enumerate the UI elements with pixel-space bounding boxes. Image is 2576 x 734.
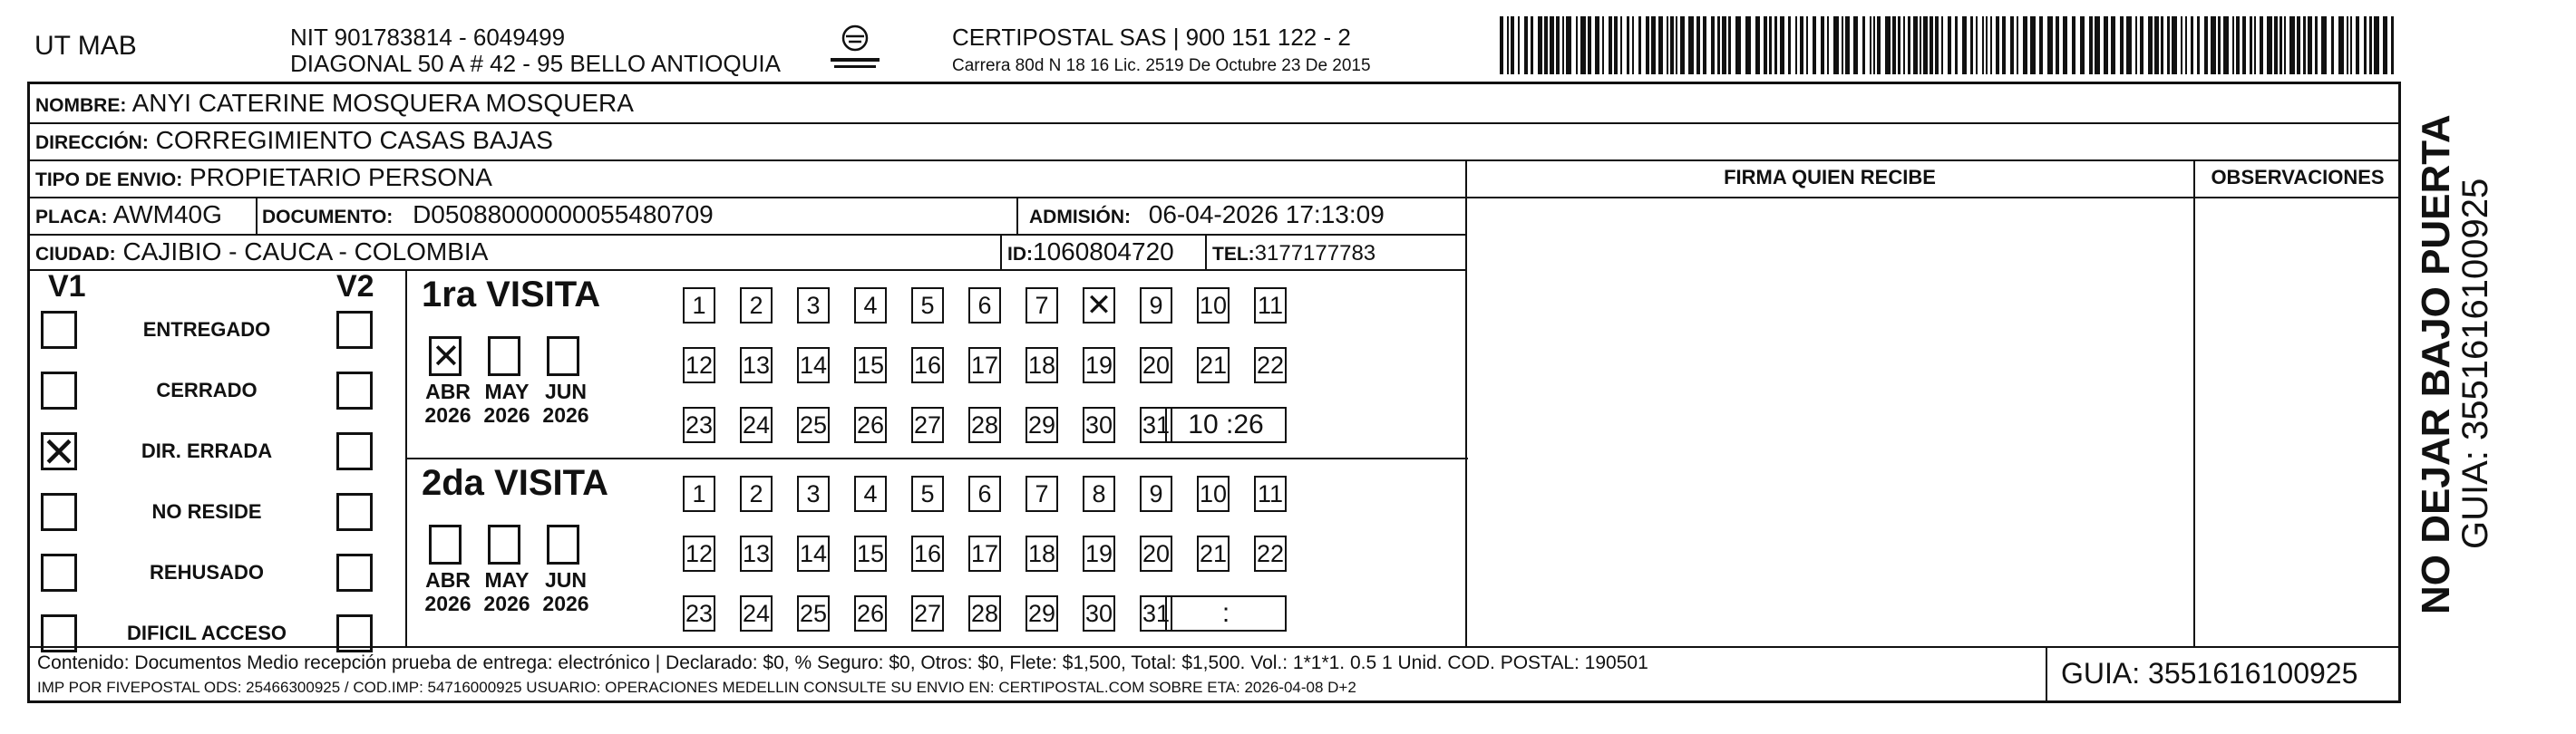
observaciones-header: OBSERVACIONES	[2211, 166, 2385, 188]
status-v1-checkbox[interactable]	[41, 493, 77, 531]
month-label	[479, 380, 535, 427]
admision-field	[1029, 199, 1385, 233]
day-cell[interactable]: 18	[1026, 536, 1058, 572]
day-cell[interactable]: 19	[1083, 347, 1115, 383]
day-cell[interactable]: 9	[1140, 287, 1172, 324]
day-cell[interactable]: 31	[1140, 595, 1172, 632]
day-cell[interactable]: 6	[968, 476, 1001, 512]
day-cell[interactable]: 9	[1140, 476, 1172, 512]
admision-value: 06-04-2026 17:13:09	[1148, 200, 1385, 228]
month-name: ABR	[425, 380, 471, 403]
day-cell[interactable]: 4	[854, 476, 887, 512]
status-label: DIR. ERRADA	[141, 439, 273, 462]
day-cell[interactable]: 29	[1026, 407, 1058, 443]
tipo-envio-field	[35, 162, 492, 196]
month-label	[479, 568, 535, 615]
firma-header: FIRMA QUIEN RECIBE	[1724, 166, 1936, 188]
status-v1-checkbox[interactable]	[41, 614, 77, 652]
day-cell[interactable]: 21	[1197, 347, 1230, 383]
status-label: DIFICIL ACCESO	[126, 622, 287, 644]
status-v2-checkbox[interactable]	[336, 614, 373, 652]
status-v2-checkbox[interactable]	[336, 372, 373, 410]
day-cell[interactable]: 23	[683, 595, 715, 632]
side-guia: GUIA: 3551616100925	[2455, 178, 2495, 549]
day-cell[interactable]: 8	[1083, 476, 1115, 512]
day-cell[interactable]: 5	[911, 287, 944, 324]
documento-label: DOCUMENTO:	[262, 207, 394, 227]
day-cell[interactable]: 30	[1083, 407, 1115, 443]
status-v2-checkbox[interactable]	[336, 311, 373, 349]
day-cell[interactable]: 20	[1140, 536, 1172, 572]
day-cell[interactable]: 21	[1197, 536, 1230, 572]
day-cell[interactable]: 26	[854, 595, 887, 632]
status-v1-checkbox[interactable]	[41, 428, 77, 477]
status-label: NO RESIDE	[151, 500, 262, 523]
month-year: 2026	[542, 592, 589, 615]
month-label	[420, 568, 476, 615]
day-cell[interactable]: 28	[968, 595, 1001, 632]
day-cell[interactable]: 2	[740, 476, 773, 512]
tipo-envio-label: TIPO DE ENVIO:	[35, 169, 183, 190]
day-cell[interactable]: 30	[1083, 595, 1115, 632]
day-cell[interactable]: 27	[911, 407, 944, 443]
nombre-field	[35, 88, 634, 121]
nombre-value: ANYI CATERINE MOSQUERA MOSQUERA	[131, 89, 634, 117]
tel-label: TEL:	[1212, 244, 1255, 265]
day-cell[interactable]: 31	[1140, 407, 1172, 443]
time-field[interactable]: :	[1165, 595, 1287, 632]
day-cell[interactable]: 17	[968, 536, 1001, 572]
nombre-label: NOMBRE:	[35, 95, 127, 116]
day-cell[interactable]: 13	[740, 536, 773, 572]
placa-value: AWM40G	[112, 200, 222, 228]
v1-header: V1	[48, 269, 86, 304]
day-cell[interactable]: 7	[1026, 287, 1058, 324]
month-checkbox[interactable]	[547, 525, 579, 565]
day-cell[interactable]: 11	[1254, 476, 1287, 512]
day-cell[interactable]: 12	[683, 347, 715, 383]
footer-imp: IMP POR FIVEPOSTAL ODS: 25466300925 / COD.IMP: 54716000925 USUARIO: OPERACIONES MEDELLIN CONSULTE SU ENVIO EN: CERTIPOSTAL.COM SOBRE ETA: 2026-04-08 D+2	[37, 679, 1356, 696]
day-cell[interactable]: 15	[854, 536, 887, 572]
day-cell[interactable]: 16	[911, 536, 944, 572]
carrier-name: CERTIPOSTAL SAS | 900 151 122 - 2	[952, 24, 1351, 51]
status-v1-checkbox[interactable]	[41, 554, 77, 592]
placa-field	[35, 199, 222, 233]
day-cell[interactable]: 3	[797, 476, 830, 512]
documento-value: D05088000000055480709	[413, 200, 714, 228]
check-mark: ✕	[41, 428, 77, 477]
status-v2-checkbox[interactable]	[336, 554, 373, 592]
status-label: REHUSADO	[150, 561, 264, 584]
month-checkbox[interactable]	[429, 336, 462, 376]
ciudad-label: CIUDAD:	[35, 244, 116, 265]
company-address: DIAGONAL 50 A # 42 - 95 BELLO ANTIOQUIA	[290, 50, 781, 77]
day-cell[interactable]: 10	[1197, 287, 1230, 324]
month-checkbox[interactable]	[429, 525, 462, 565]
day-cell[interactable]: 24	[740, 407, 773, 443]
day-cell[interactable]: 24	[740, 595, 773, 632]
month-year: 2026	[424, 403, 471, 427]
delivery-form	[27, 82, 2401, 703]
month-year: 2026	[424, 592, 471, 615]
month-label	[420, 380, 476, 427]
day-cell[interactable]: 17	[968, 347, 1001, 383]
id-value: 1060804720	[1033, 237, 1174, 266]
v2-header: V2	[336, 269, 374, 304]
day-cell[interactable]: 7	[1026, 476, 1058, 512]
day-cell[interactable]: 10	[1197, 476, 1230, 512]
month-label	[538, 380, 594, 427]
visit-title: 1ra VISITA	[422, 275, 601, 314]
month-name: JUN	[544, 568, 587, 592]
check-mark: ✕	[432, 336, 461, 376]
day-cell[interactable]: 3	[797, 287, 830, 324]
month-year: 2026	[483, 592, 530, 615]
day-cell[interactable]: 25	[797, 595, 830, 632]
day-cell[interactable]: 18	[1026, 347, 1058, 383]
footer-guia: GUIA: 3551616100925	[2061, 657, 2358, 690]
day-cell[interactable]: 22	[1254, 347, 1287, 383]
day-cell[interactable]: 22	[1254, 536, 1287, 572]
day-cell[interactable]: 5	[911, 476, 944, 512]
status-v2-checkbox[interactable]	[336, 493, 373, 531]
ciudad-field	[35, 237, 488, 270]
month-year: 2026	[542, 403, 589, 427]
day-cell[interactable]: 16	[911, 347, 944, 383]
day-cell[interactable]: 6	[968, 287, 1001, 324]
direccion-value: CORREGIMIENTO CASAS BAJAS	[155, 126, 553, 154]
day-cell[interactable]: 4	[854, 287, 887, 324]
day-cell[interactable]: 28	[968, 407, 1001, 443]
tel-value: 3177177783	[1254, 241, 1376, 266]
carrier-address: Carrera 80d N 18 16 Lic. 2519 De Octubre 23 De 2015	[952, 56, 1371, 75]
day-cell[interactable]: 1	[683, 287, 715, 324]
no-dejar-bajo-puerta: NO DEJAR BAJO PUERTA	[2414, 114, 2458, 614]
time-field[interactable]: 10 :26	[1165, 407, 1287, 443]
visit-title: 2da VISITA	[422, 463, 608, 503]
day-cell[interactable]: 14	[797, 347, 830, 383]
documento-field	[262, 199, 714, 233]
month-name: JUN	[544, 380, 587, 403]
status-v1-checkbox[interactable]	[41, 311, 77, 349]
status-v1-checkbox[interactable]	[41, 372, 77, 410]
day-cell[interactable]: 26	[854, 407, 887, 443]
day-cell[interactable]: 25	[797, 407, 830, 443]
company-nit: NIT 901783814 - 6049499	[290, 24, 566, 51]
day-cell[interactable]: 13	[740, 347, 773, 383]
day-cell[interactable]: 27	[911, 595, 944, 632]
day-cell[interactable]: 19	[1083, 536, 1115, 572]
day-cell[interactable]: 11	[1254, 287, 1287, 324]
month-label	[538, 568, 594, 615]
day-cell[interactable]: 29	[1026, 595, 1058, 632]
day-cell[interactable]: 20	[1140, 347, 1172, 383]
id-field	[1007, 237, 1174, 270]
tel-field	[1212, 238, 1375, 270]
ciudad-value: CAJIBIO - CAUCA - COLOMBIA	[122, 237, 489, 266]
placa-label: PLACA:	[35, 207, 108, 227]
day-cell[interactable]: 14	[797, 536, 830, 572]
company-name: UT MAB	[34, 31, 137, 61]
admision-label: ADMISIÓN:	[1029, 207, 1131, 227]
direccion-label: DIRECCIÓN:	[35, 132, 149, 153]
status-label: CERRADO	[156, 379, 258, 401]
status-label: ENTREGADO	[142, 318, 271, 341]
day-cell[interactable]: 15	[854, 347, 887, 383]
month-checkbox[interactable]	[488, 336, 520, 376]
tipo-envio-value: PROPIETARIO PERSONA	[189, 163, 492, 191]
id-label: ID:	[1007, 244, 1033, 265]
month-name: MAY	[484, 380, 530, 403]
day-cell[interactable]: 2	[740, 287, 773, 324]
certipostal-logo	[827, 24, 883, 74]
month-checkbox[interactable]	[547, 336, 579, 376]
month-name: MAY	[484, 568, 530, 592]
status-v2-checkbox[interactable]	[336, 432, 373, 470]
day-cell[interactable]: 1	[683, 476, 715, 512]
month-name: ABR	[425, 568, 471, 592]
day-cell[interactable]: 12	[683, 536, 715, 572]
day-cell-marked[interactable]: ✕	[1083, 287, 1115, 324]
day-cell[interactable]: 23	[683, 407, 715, 443]
month-year: 2026	[483, 403, 530, 427]
direccion-field	[35, 125, 553, 159]
footer-contenido: Contenido: Documentos Medio recepción prueba de entrega: electrónico | Declarado: $0, % Seguro: $0, Otros: $0, Flete: $1,500, Total: $1,500. Vol.: 1*1*1. 0.5 1 Unid. COD. POSTAL: 190501	[37, 652, 1648, 673]
month-checkbox[interactable]	[488, 525, 520, 565]
barcode	[1500, 16, 2406, 74]
